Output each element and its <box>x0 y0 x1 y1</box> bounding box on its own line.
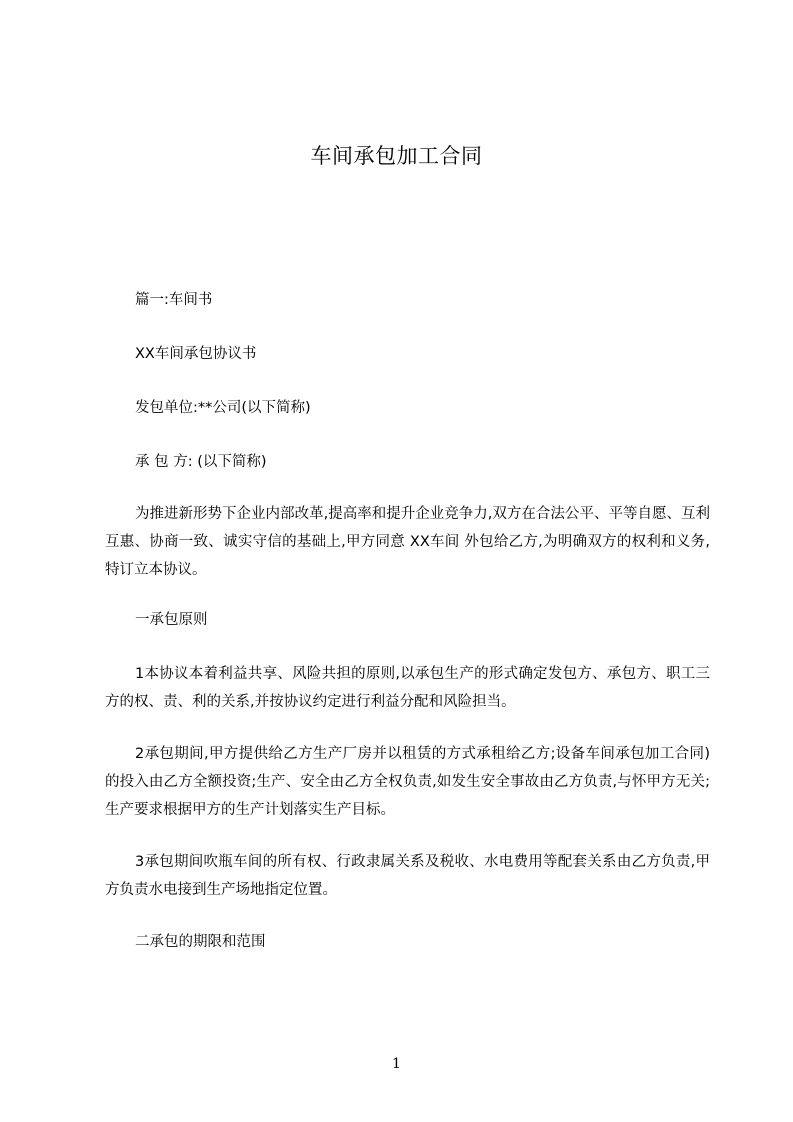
party-b-line: 承 包 方: (以下简称) <box>135 454 267 470</box>
agreement-title: XX车间承包协议书 <box>135 346 257 362</box>
section-1-heading: 一承包原则 <box>135 612 208 628</box>
document-title: 车间承包加工合同 <box>310 144 483 168</box>
clause-2-paragraph: 2承包期间,甲方提供给乙方生产厂房并以租赁的方式承租给乙方;设备车间承包加工合同)的投入由乙方全额投资;生产、安全由乙方全权负责,如发生安全事故由乙方负责,与怀甲方无关;生产要求根据甲方的生产计划落实生产目标。 <box>105 746 710 818</box>
page-number: 1 <box>392 1056 401 1072</box>
part-heading: 篇一:车间书 <box>135 292 213 308</box>
clause-3-paragraph: 3承包期间吹瓶车间的所有权、行政隶属关系及税收、水电费用等配套关系由乙方负责,甲方负责水电接到生产场地指定位置。 <box>105 854 710 898</box>
intro-paragraph: 为推进新形势下企业内部改革,提高率和提升企业竞争力,双方在合法公平、平等自愿、互利互惠、协商一致、诚实守信的基础上,甲方同意 XX车间 外包给乙方,为明确双方的权利和义务,特订立本协议。 <box>105 506 710 578</box>
party-a-line: 发包单位:**公司(以下简称) <box>135 400 311 416</box>
section-2-heading: 二承包的期限和范围 <box>135 934 266 950</box>
clause-1-paragraph: 1本协议本着利益共享、风险共担的原则,以承包生产的形式确定发包方、承包方、职工三方的权、责、利的关系,并按协议约定进行利益分配和风险担当。 <box>105 666 710 710</box>
